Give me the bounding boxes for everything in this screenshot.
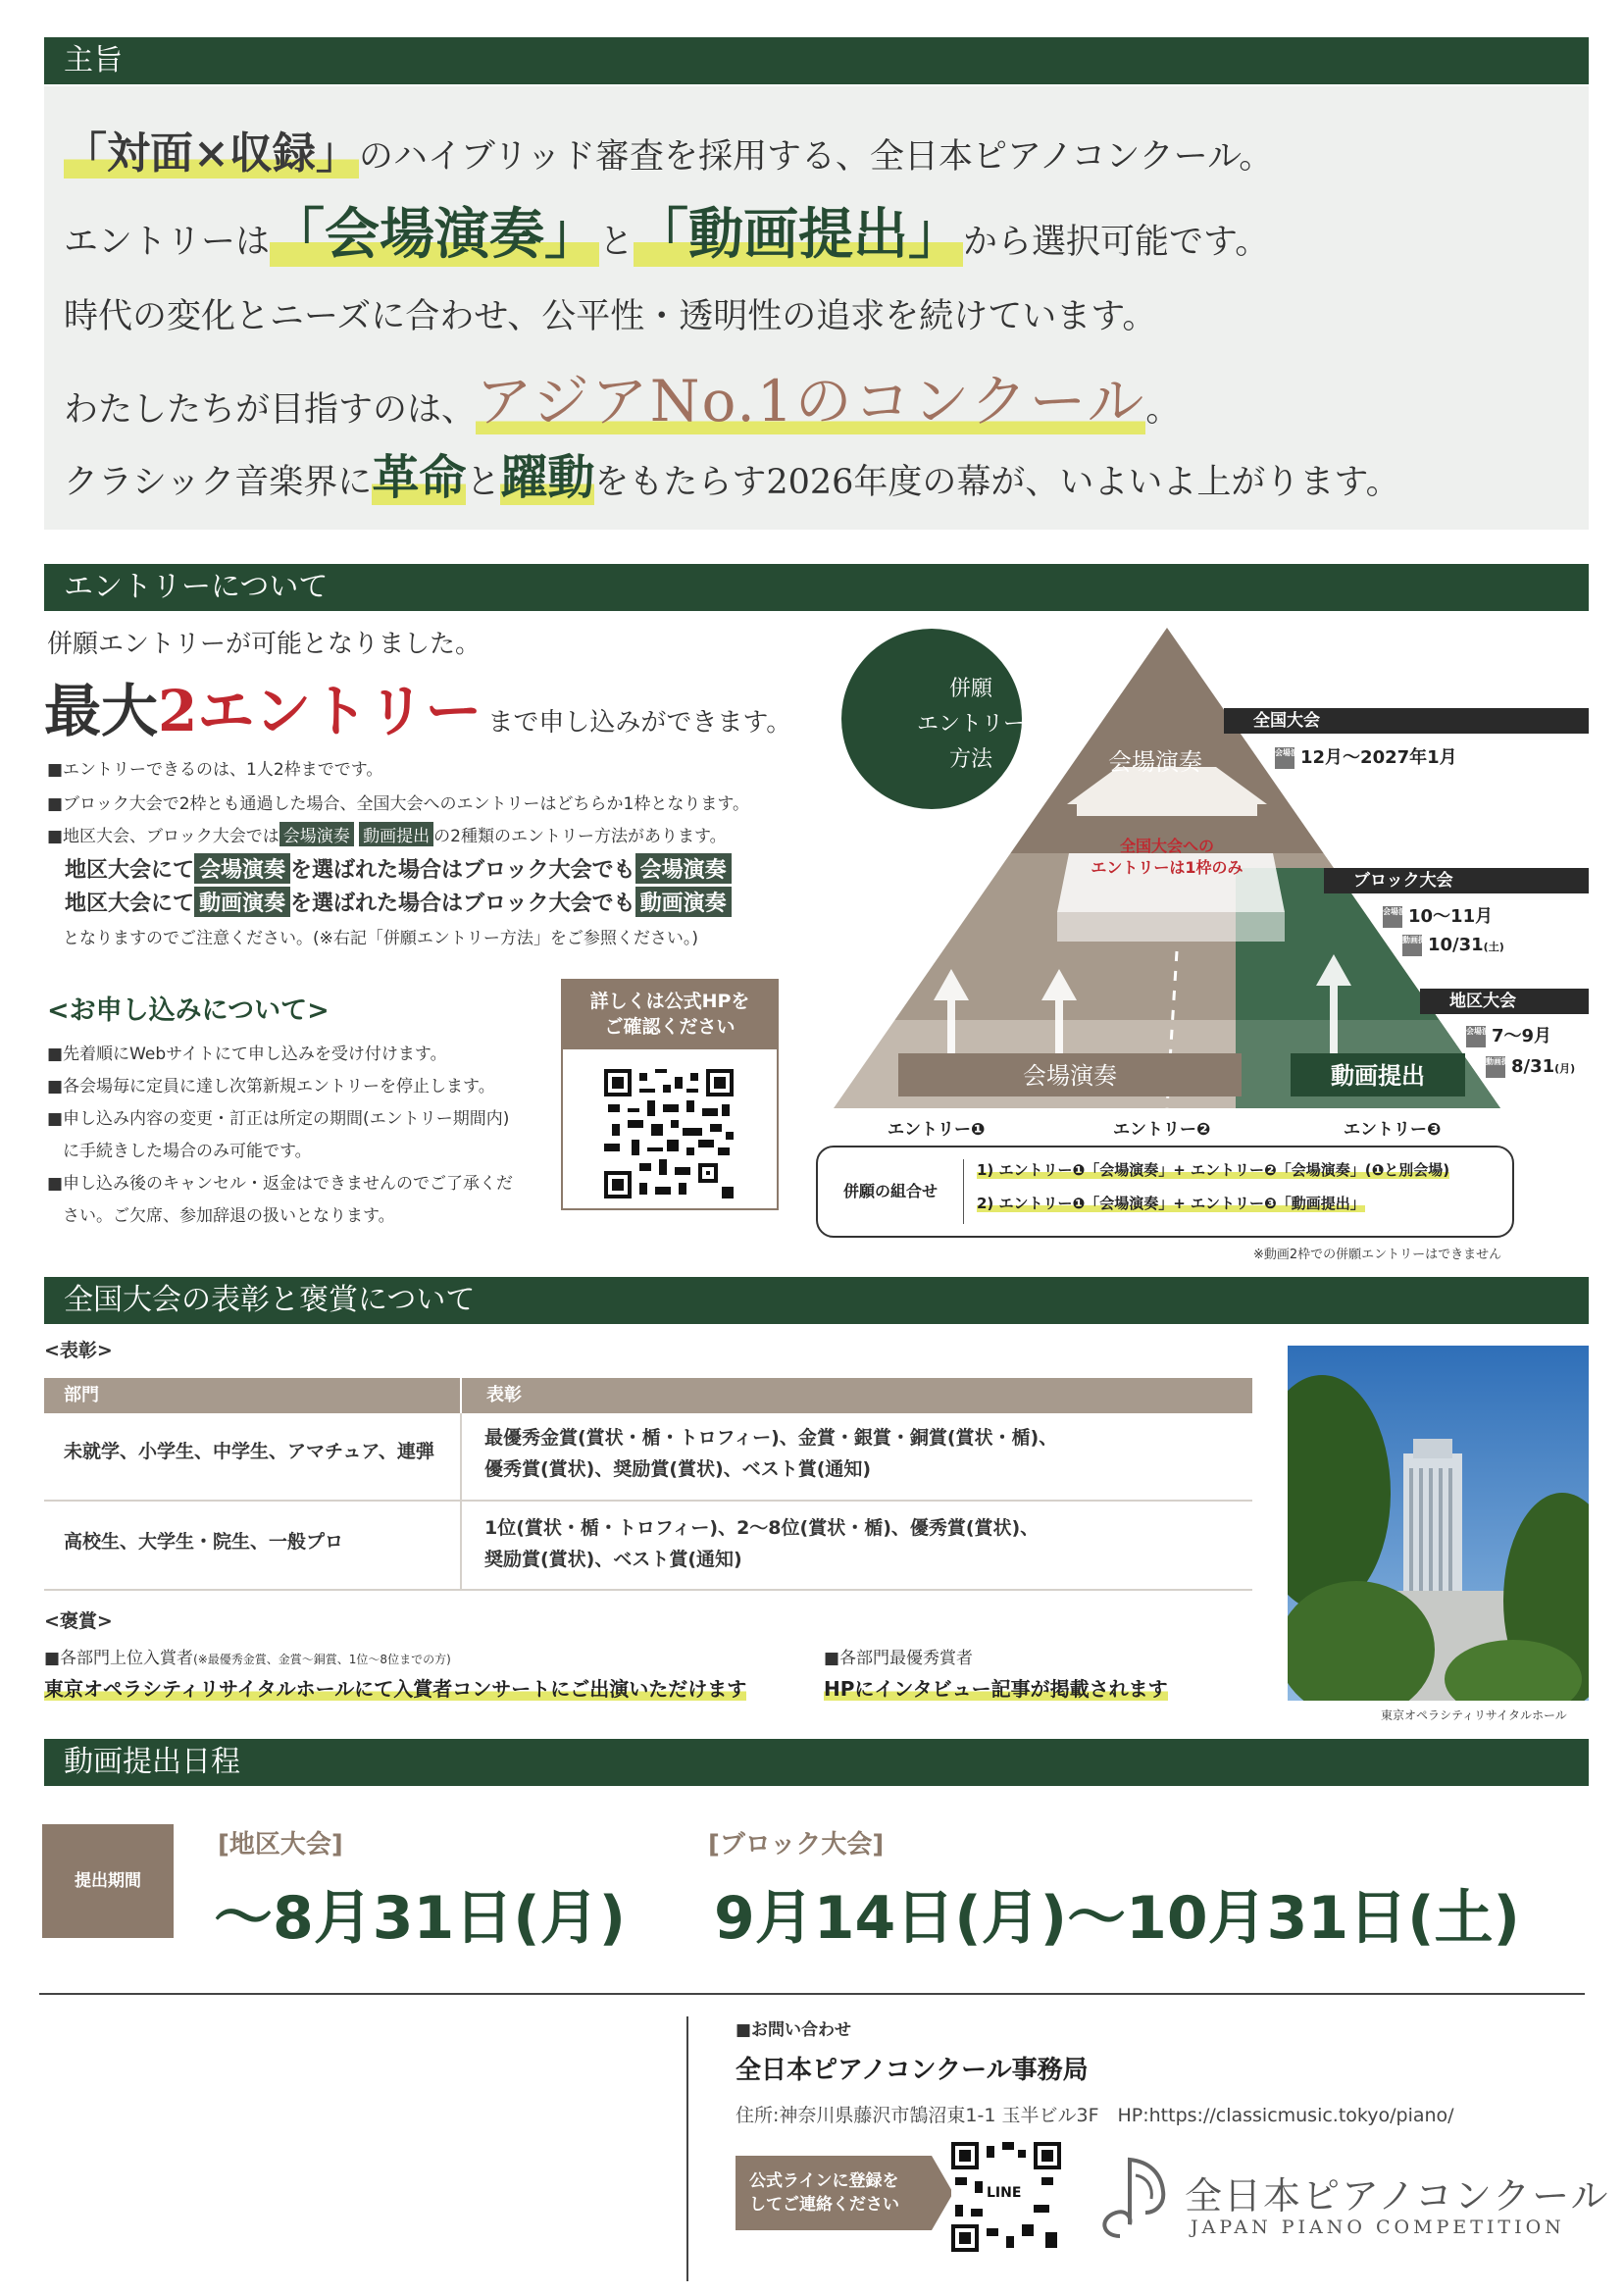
block-date-2-text: 10/31 [1428, 935, 1484, 955]
table-row-2-award-2: 奨励賞(賞状)、ベスト賞(通知) [484, 1549, 742, 1570]
block-date-1 [1383, 902, 1493, 928]
logo-en: JAPAN PIANO COMPETITION [1191, 2217, 1565, 2238]
table-row-1-award-1: 最優秀金賞(賞状・楯・トロフィー)、金賞・銀賞・銅賞(賞状・楯)、 [484, 1427, 1058, 1449]
level-district: 地区大会 [1420, 989, 1589, 1014]
combo-note: ※動画2枠での併願エントリーはできません [1253, 1248, 1502, 1262]
combo-divider [963, 1159, 964, 1224]
max-two-entries: 2エントリー [158, 678, 482, 744]
highlight-yakudo: 躍動 [500, 450, 595, 505]
shushi-line-5-post: をもたらす2026年度の幕が、いよいよ上がります。 [594, 463, 1400, 502]
apply-item-3b: に手続きした場合のみ可能です。 [63, 1142, 312, 1161]
prize-left-label [44, 1644, 451, 1668]
line-qr-text: LINE [987, 2185, 1022, 2201]
footer-vertical-divider [686, 2016, 688, 2281]
video-icon: 動画提出 [1402, 935, 1422, 956]
hp-qr-label-2: ご確認ください [604, 1016, 736, 1038]
venue-icon: 会場演奏 [1466, 1026, 1486, 1047]
shushi-line-4 [64, 355, 1180, 437]
photo-caption: 東京オペラシティリサイタルホール [1381, 1708, 1567, 1722]
combo-1-text: 1) エントリー❶「会場演奏」+ エントリー❷「会場演奏」(❶と別会場) [977, 1161, 1450, 1179]
highlight-douga: 「動画提出」 [634, 202, 964, 267]
shushi-line-5-pre: クラシック音楽界に [64, 463, 373, 502]
shushi-line-3: 時代の変化とニーズに合わせ、公平性・透明性の追求を続けています。 [64, 297, 1157, 336]
tag-douga: 動画提出 [359, 822, 433, 846]
piano-competition-logo-icon [1091, 2148, 1179, 2246]
block-date-2-suffix: (土) [1483, 941, 1504, 953]
apply-item-4: ■申し込み後のキャンセル・返金はできませんのでご了承くだ [47, 1174, 514, 1194]
prize-right-label: ■各部門最優秀賞者 [824, 1649, 974, 1668]
national-note [1077, 836, 1257, 879]
block-period: 9月14日(月)〜10月31日(土) [714, 1884, 1520, 1953]
prize-left-text-value: 東京オペラシティリサイタルホールにて入賞者コンサートにご出演いただけます [44, 1677, 747, 1701]
district-date-2-text: 8/31 [1511, 1056, 1555, 1077]
hp-qr-label [563, 981, 777, 1049]
shushi-line-1 [64, 118, 1273, 180]
rule-line-2 [65, 887, 732, 917]
entry-note-2: ■ブロック大会で2枠とも通過した場合、全国大会へのエントリーはどちらか1枠となります。 [47, 794, 749, 814]
period-label: 提出期間 [42, 1824, 174, 1938]
highlight-asia-no1: アジアNo.1のコンクール [476, 368, 1146, 434]
logo-jp: 全日本ピアノコンクール [1185, 2174, 1610, 2218]
video-icon: 動画提出 [1486, 1056, 1505, 1078]
venue-icon: 会場演奏 [1383, 906, 1402, 928]
entry-1-label: エントリー❶ [888, 1120, 986, 1140]
apply-item-3: ■申し込み内容の変更・訂正は所定の期間(エントリー期間内) [47, 1109, 510, 1129]
rule-2-tag2: 動画演奏 [635, 887, 732, 917]
combo-2-text: 2) エントリー❶「会場演奏」+ エントリー❸「動画提出」 [977, 1195, 1365, 1212]
apply-item-2: ■各会場毎に定員に達し次第新規エントリーを停止します。 [47, 1077, 495, 1096]
district-date-2 [1486, 1056, 1575, 1078]
combo-label: 併願の組合せ [843, 1182, 939, 1200]
national-note-1: 全国大会への [1119, 837, 1214, 855]
prize-right-text-value: HPにインタビュー記事が掲載されます [824, 1677, 1168, 1701]
entry-2-label: エントリー❷ [1113, 1120, 1211, 1140]
shushi-line-2-pre: エントリーは [64, 223, 271, 262]
max-suffix: まで申し込みができます。 [487, 708, 792, 738]
combo-1 [977, 1159, 1449, 1180]
rule-1-tag1: 会場演奏 [194, 853, 290, 884]
pyramid-circle-label [902, 672, 1040, 778]
shushi-line-2-post: から選択可能です。 [963, 223, 1270, 262]
rule-note: となりますのでご注意ください。(※右記「併願エントリー方法」をご参照ください。) [63, 929, 699, 948]
prize-left-label-text: ■各部門上位入賞者 [44, 1649, 194, 1668]
rule-1-pre: 地区大会にて [65, 858, 195, 883]
table-col-divider [460, 1413, 462, 1590]
entry-3-label: エントリー❸ [1344, 1120, 1442, 1140]
combo-2 [977, 1193, 1365, 1213]
hosho-label: <褒賞> [44, 1610, 113, 1632]
national-note-2: エントリーは1枠のみ [1091, 858, 1243, 877]
block-date-1-text: 10〜11月 [1408, 906, 1494, 927]
table-row-1-dept: 未就学、小学生、中学生、アマチュア、連弾 [64, 1441, 434, 1462]
block-date-2 [1402, 935, 1504, 956]
rule-2-pre: 地区大会にて [65, 892, 195, 916]
district-label: [地区大会] [218, 1830, 343, 1860]
max-entry-line [44, 665, 791, 747]
line-btn-line-1: 公式ラインに登録を [749, 2171, 899, 2191]
section-header-schedule: 動画提出日程 [44, 1739, 1589, 1786]
line-btn-line-2: してご連絡ください [749, 2195, 899, 2215]
apply-heading: <お申し込みについて> [47, 995, 330, 1026]
apply-item-4b: さい。ご欠席、参加辞退の扱いとなります。 [63, 1206, 395, 1226]
national-date [1275, 743, 1457, 769]
entry-note-3-post: の2種類のエントリー方法があります。 [433, 827, 727, 846]
district-deadline: 〜8月31日(月) [214, 1884, 627, 1953]
hyosho-label: <表彰> [44, 1340, 113, 1361]
line-register-button[interactable] [736, 2156, 932, 2230]
shushi-line-2-mid: と [599, 223, 634, 262]
prize-left-small: (※最優秀金賞、金賞〜銅賞、1位〜8位までの方) [193, 1653, 451, 1666]
table-header-award: 表彰 [460, 1378, 1252, 1413]
shushi-line-4-pre: わたしたちが目指すのは、 [64, 390, 477, 430]
rule-2-mid: を選ばれた場合はブロック大会でも [290, 892, 635, 916]
max-label: 最大 [44, 678, 159, 744]
hp-qr-icon[interactable] [604, 1069, 734, 1198]
rule-2-tag1: 動画演奏 [194, 887, 290, 917]
section-header-shushi: 主旨 [44, 37, 1589, 84]
apply-item-1: ■先着順にWebサイトにて申し込みを受け付けます。 [47, 1045, 447, 1064]
contact-address: 住所:神奈川県藤沢市鵠沼東1-1 玉半ビル3F HP:https://classicmusic.tokyo/piano/ [736, 2105, 1454, 2126]
national-date-text: 12月〜2027年1月 [1300, 747, 1457, 768]
circle-line-3: 方法 [948, 747, 992, 772]
tag-kaijo: 会場演奏 [279, 822, 354, 846]
table-row-1-award-2: 優秀賞(賞状)、奨励賞(賞状)、ベスト賞(通知) [484, 1458, 872, 1480]
prize-right-text [824, 1673, 1168, 1702]
venue-icon: 会場演奏 [1275, 747, 1294, 769]
entry-intro: 併願エントリーが可能となりました。 [47, 630, 482, 659]
table-divider-1 [44, 1500, 1252, 1502]
rule-1-tag2: 会場演奏 [635, 853, 732, 884]
bottom-venue-label: 会場演奏 [1023, 1062, 1117, 1090]
section-header-entry: エントリーについて [44, 564, 1589, 611]
highlight-kakumei: 革命 [372, 450, 467, 505]
district-date-2-suffix: (月) [1554, 1062, 1576, 1075]
shushi-line-4-post: 。 [1145, 390, 1181, 430]
highlight-taimen: 「対面×収録」 [64, 128, 359, 178]
combo-box [816, 1146, 1514, 1238]
shushi-line-5 [64, 439, 1400, 507]
table-divider-2 [44, 1589, 1252, 1591]
pyramid-top-label: 会場演奏 [1108, 748, 1202, 776]
footer-divider [39, 1993, 1585, 1995]
entry-note-3 [47, 822, 727, 846]
prize-left-text [44, 1673, 746, 1702]
shushi-line-2 [64, 191, 1269, 270]
bottom-video-label: 動画提出 [1331, 1062, 1425, 1090]
contact-org: 全日本ピアノコンクール事務局 [736, 2056, 1089, 2085]
level-block: ブロック大会 [1324, 868, 1589, 893]
line-button-arrow [932, 2156, 953, 2230]
table-header-dept: 部門 [44, 1378, 460, 1413]
district-date-1 [1466, 1022, 1551, 1047]
contact-label: ■お問い合わせ [736, 2020, 852, 2040]
entry-note-1: ■エントリーできるのは、1人2枠までです。 [47, 760, 383, 780]
circle-line-2: エントリー [916, 712, 1025, 737]
section-header-awards: 全国大会の表彰と褒賞について [44, 1277, 1589, 1324]
level-national: 全国大会 [1224, 708, 1589, 734]
district-date-1-text: 7〜9月 [1492, 1026, 1552, 1046]
highlight-kaijo: 「会場演奏」 [270, 202, 600, 267]
table-row-2-award-1: 1位(賞状・楯・トロフィー)、2〜8位(賞状・楯)、優秀賞(賞状)、 [484, 1517, 1040, 1539]
table-row-2-dept: 高校生、大学生・院生、一般プロ [64, 1531, 344, 1553]
rule-1-mid: を選ばれた場合はブロック大会でも [290, 858, 635, 883]
entry-note-3-pre: ■地区大会、ブロック大会では [47, 827, 279, 846]
opera-city-photo [1288, 1346, 1589, 1701]
rule-line-1 [65, 853, 732, 884]
hp-qr-label-1: 詳しくは公式HPを [589, 991, 750, 1012]
block-label: [ブロック大会] [708, 1830, 885, 1860]
shushi-line-5-mid: と [466, 463, 501, 502]
hp-qr-box[interactable] [561, 979, 779, 1210]
circle-line-1: 併願 [948, 677, 992, 701]
shushi-line-1-text: のハイブリッド審査を採用する、全日本ピアノコンクール。 [358, 137, 1274, 177]
